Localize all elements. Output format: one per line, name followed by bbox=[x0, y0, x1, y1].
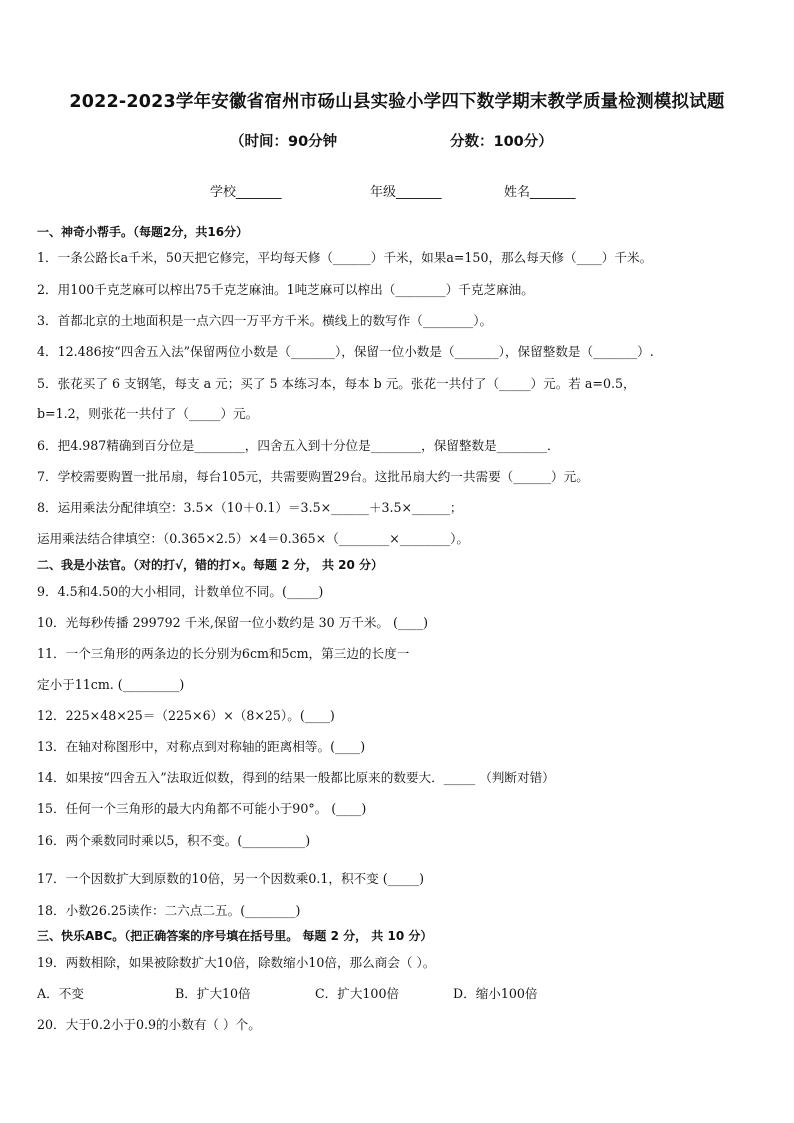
section-heading-3: 三、快乐ABC。（把正确答案的序号填在括号里。 每题 2 分， 共 10 分） bbox=[37, 929, 433, 943]
option-a: A．不变 bbox=[37, 986, 84, 1001]
question-19: 19．两数相除，如果被除数扩大10倍，除数缩小10倍，那么商会（ ）。 bbox=[37, 955, 436, 970]
question-8: 8．运用乘法分配律填空：3.5×（10＋0.1）＝3.5×______＋3.5×______； bbox=[37, 500, 463, 515]
student-info bbox=[210, 181, 610, 200]
question-3: 3．首都北京的土地面积是一点六四一万平方千米。横线上的数写作（________）。 bbox=[37, 313, 493, 328]
question-20: 20．大于0.2小于0.9的小数有（ ）个。 bbox=[37, 1017, 261, 1032]
question-14: 14．如果按“四舍五入”法取近似数，得到的结果一般都比原来的数要大．_____ （判断对错） bbox=[37, 770, 555, 785]
grade-field: 年级_______ bbox=[370, 185, 442, 200]
question-16: 16．两个乘数同时乘以5，积不变。(__________) bbox=[37, 833, 311, 848]
question-15: 15．任何一个三角形的最大内角都不可能小于90°。 (____) bbox=[37, 801, 367, 816]
exam-time: （时间：90分钟 bbox=[230, 134, 338, 150]
option-b: B．扩大10倍 bbox=[175, 986, 251, 1001]
question-5-cont: b=1.2，则张花一共付了（_____）元。 bbox=[37, 406, 259, 421]
question-6: 6．把4.987精确到百分位是________，四舍五入到十分位是________，保留整数是________． bbox=[37, 438, 560, 453]
section-heading-2: 二、我是小法官。（对的打√，错的打×。每题 2 分， 共 20 分） bbox=[37, 558, 383, 572]
section-heading-1: 一、神奇小帮手。（每题2分，共16分） bbox=[37, 225, 249, 239]
question-5: 5．张花买了 6 支钢笔，每支 a 元；买了 5 本练习本，每本 b 元。张花一共付了（_____）元。若 a=0.5， bbox=[37, 376, 636, 391]
question-9: 9．4.5和4.50的大小相同，计数单位不同。(_____) bbox=[37, 584, 324, 599]
exam-score: 分数：100分） bbox=[450, 134, 553, 150]
exam-meta bbox=[230, 130, 570, 151]
question-4: 4．12.486按“四舍五入法”保留两位小数是（_______），保留一位小数是（_______），保留整数是（_______）. bbox=[37, 344, 654, 359]
question-19-options bbox=[37, 986, 767, 1002]
question-18: 18．小数26.25读作：二六点二五。(________) bbox=[37, 903, 301, 918]
question-11: 11．一个三角形的两条边的长分别为6cm和5cm，第三边的长度一 bbox=[37, 646, 410, 661]
question-17: 17．一个因数扩大到原数的10倍，另一个因数乘0.1，积不变 (_____) bbox=[37, 871, 425, 886]
question-2: 2．用100千克芝麻可以榨出75千克芝麻油。1吨芝麻可以榨出（________）千克芝麻油。 bbox=[37, 282, 534, 297]
question-8-cont: 运用乘法结合律填空：（0.365×2.5）×4＝0.365×（________×________）。 bbox=[37, 531, 470, 546]
question-7: 7．学校需要购置一批吊扇，每台105元，共需要购置29台。这批吊扇大约一共需要（______）元。 bbox=[37, 469, 589, 484]
option-d: D．缩小100倍 bbox=[453, 986, 538, 1001]
question-11-cont: 定小于11cm. (_________) bbox=[37, 677, 185, 692]
name-field: 姓名_______ bbox=[504, 185, 576, 200]
page-title: 2022-2023学年安徽省宿州市砀山县实验小学四下数学期末教学质量检测模拟试题 bbox=[69, 92, 725, 112]
question-1: 1．一条公路长a千米，50天把它修完，平均每天修（______）千米，如果a=150，那么每天修（____）千米。 bbox=[37, 250, 653, 265]
option-c: C．扩大100倍 bbox=[315, 986, 400, 1001]
question-12: 12．225×48×25＝（225×6）×（8×25）。(____) bbox=[37, 708, 335, 723]
school-field: 学校_______ bbox=[210, 185, 282, 200]
question-13: 13．在轴对称图形中，对称点到对称轴的距离相等。(____) bbox=[37, 739, 366, 754]
question-10: 10．光每秒传播 299792 千米,保留一位小数约是 30 万千米。 (____) bbox=[37, 615, 429, 630]
